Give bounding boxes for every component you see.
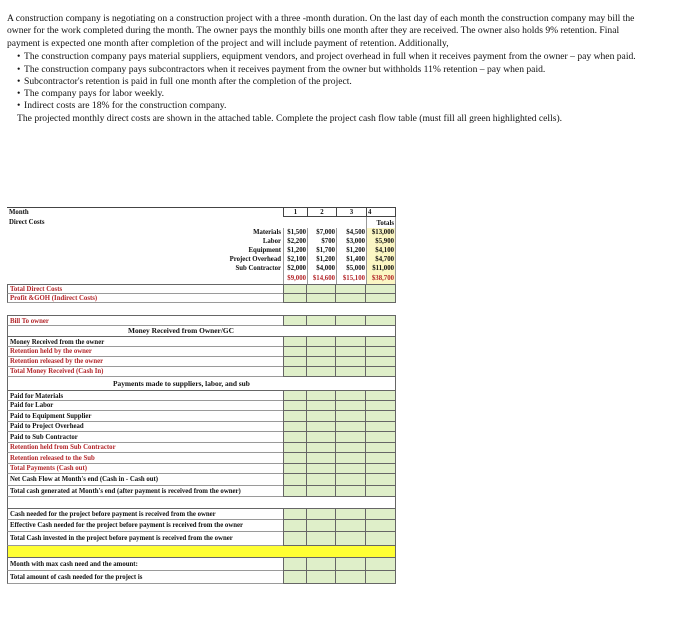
bullet-item: • Subcontractor's retention is paid in full one month after the completion of the project. (17, 76, 352, 88)
input-cell (366, 357, 396, 367)
input-cell (307, 486, 336, 497)
input-cell (366, 432, 396, 443)
input-cell (336, 357, 366, 367)
input-cell (366, 443, 396, 453)
paid-for-materials-label: Paid for Materials (7, 390, 283, 401)
month-header-row (7, 207, 396, 217)
input-cell (283, 367, 307, 377)
input-cell (366, 486, 396, 497)
input-cell (307, 558, 336, 571)
input-cell (283, 520, 307, 532)
input-cell (307, 422, 336, 432)
input-cell (307, 294, 336, 303)
bullet-item: • Indirect costs are 18% for the construction company. (17, 100, 226, 112)
total-cash-needed-label: Total amount of cash needed for the project is (7, 571, 283, 584)
cost-total: $5,900 (366, 237, 396, 246)
total-cash-needed-row (7, 571, 396, 584)
monthly-total: $15,100 (336, 274, 366, 284)
total-money-received-label: Total Money Received (Cash In) (7, 367, 283, 377)
input-cell (366, 422, 396, 432)
retention-held-by-owner-row (7, 347, 396, 357)
retention-released-to-sub-label: Retention released to the Sub (7, 453, 283, 464)
input-cell (283, 571, 307, 584)
input-cell (336, 453, 366, 464)
totals-label: Totals (366, 217, 396, 228)
bullet-item: • The company pays for labor weekly. (17, 88, 164, 100)
input-cell (336, 347, 366, 357)
money-received-row (7, 336, 396, 347)
input-cell (336, 432, 366, 443)
cash-needed-row (7, 508, 396, 520)
cost-value: $7,000 (307, 228, 336, 237)
input-cell (336, 294, 366, 303)
input-cell (336, 284, 366, 294)
input-cell (336, 571, 366, 584)
input-cell (336, 411, 366, 422)
payment-row (7, 401, 396, 411)
payment-row (7, 443, 396, 453)
payment-row (7, 390, 396, 401)
input-cell (283, 508, 307, 520)
input-cell (336, 508, 366, 520)
cost-label: Equipment (248, 247, 281, 254)
input-cell (283, 294, 307, 303)
input-cell (283, 532, 307, 546)
input-cell (366, 571, 396, 584)
cost-value: $4,000 (307, 264, 336, 274)
input-cell (336, 422, 366, 432)
cost-row-labor (7, 237, 396, 246)
cost-value: $1,200 (307, 255, 336, 264)
profit-goh-row (7, 294, 396, 303)
bullet-item: • The construction company pays subcontractors when it receives payment from the owner but withholds 11% retention – pay when paid. (17, 64, 545, 76)
input-cell (366, 284, 396, 294)
input-cell (283, 432, 307, 443)
cost-value: $1,200 (336, 246, 366, 255)
money-received-label: Money Received from the owner (7, 336, 283, 347)
input-cell (307, 284, 336, 294)
month-number: 1 (283, 208, 307, 217)
cost-total: $11,000 (366, 264, 396, 274)
input-cell (283, 558, 307, 571)
input-cell (307, 453, 336, 464)
problem-instruction: The projected monthly direct costs are shown in the attached table. Complete the project cash flow table (must fill all green highlighted cells). (17, 113, 563, 124)
input-cell (366, 411, 396, 422)
spacer-row (7, 497, 396, 508)
cash-needed-label: Cash needed for the project before payment is received from the owner (7, 508, 283, 520)
input-cell (283, 284, 307, 294)
paid-to-sub-contractor-label: Paid to Sub Contractor (7, 432, 283, 443)
input-cell (283, 336, 307, 347)
input-cell (283, 390, 307, 401)
cost-row-sub-contractor (7, 264, 396, 274)
input-cell (307, 571, 336, 584)
input-cell (366, 532, 396, 546)
cost-label: Sub Contractor (235, 265, 281, 272)
input-cell (283, 453, 307, 464)
retention-held-by-owner-label: Retention held by the owner (7, 347, 283, 357)
payments-section-header (7, 377, 396, 390)
input-cell (307, 411, 336, 422)
input-cell (366, 474, 396, 486)
payment-row (7, 432, 396, 443)
cash-flow-table (7, 0, 396, 624)
paid-for-labor-label: Paid for Labor (7, 401, 283, 411)
payment-row (7, 464, 396, 474)
input-cell (307, 347, 336, 357)
input-cell (366, 401, 396, 411)
input-cell (336, 315, 366, 326)
input-cell (366, 390, 396, 401)
effective-cash-needed-row (7, 520, 396, 532)
input-cell (336, 474, 366, 486)
input-cell (336, 443, 366, 453)
total-direct-costs-label: Total Direct Costs (7, 284, 283, 294)
input-cell (307, 474, 336, 486)
cost-value: $2,200 (283, 237, 307, 246)
bill-to-owner-label: Bill To owner (7, 315, 283, 326)
retention-held-from-sub-label: Retention held from Sub Contractor (7, 443, 283, 453)
input-cell (307, 432, 336, 443)
input-cell (366, 367, 396, 377)
total-cash-generated-label: Total cash generated at Month's end (after payment is received from the owner) (7, 486, 283, 497)
cost-value: $5,000 (336, 264, 366, 274)
input-cell (336, 520, 366, 532)
input-cell (307, 532, 336, 546)
input-cell (366, 315, 396, 326)
input-cell (283, 347, 307, 357)
effective-cash-needed-label: Effective Cash needed for the project before payment is received from the owner (7, 520, 283, 532)
payment-row (7, 411, 396, 422)
input-cell (366, 464, 396, 474)
input-cell (283, 474, 307, 486)
input-cell (307, 464, 336, 474)
profit-goh-label: Profit &GOH (Indirect Costs) (7, 294, 283, 303)
problem-intro-line: payment is expected one month after completion of the project and will include payment of retention. Additionally, (7, 38, 449, 49)
cost-value: $1,500 (283, 228, 307, 237)
net-cash-flow-label: Net Cash Flow at Month's end (Cash in - Cash out) (7, 474, 283, 486)
input-cell (283, 357, 307, 367)
input-cell (283, 422, 307, 432)
month-label: Month (9, 209, 29, 216)
grand-total: $38,700 (366, 274, 396, 284)
total-direct-costs-row (7, 284, 396, 294)
bill-to-owner-row (7, 315, 396, 326)
highlight-band (7, 546, 396, 558)
retention-released-by-owner-label: Retention released by the owner (7, 357, 283, 367)
input-cell (307, 508, 336, 520)
empty-cell (283, 217, 307, 228)
bullet-item: • The construction company pays material suppliers, equipment vendors, and project overhead in full when it receives payment from the owner – pay when paid. (17, 51, 636, 63)
cost-value: $2,100 (283, 255, 307, 264)
cost-row-materials (7, 228, 396, 237)
input-cell (283, 443, 307, 453)
cost-value: $2,000 (283, 264, 307, 274)
input-cell (366, 508, 396, 520)
input-cell (336, 532, 366, 546)
month-number: 2 (307, 208, 336, 217)
input-cell (366, 294, 396, 303)
cost-total: $13,000 (366, 228, 396, 237)
cost-value: $700 (307, 237, 336, 246)
input-cell (307, 357, 336, 367)
money-received-header: Money Received from Owner/GC (128, 326, 234, 335)
money-received-section-header (7, 326, 396, 336)
payment-row (7, 422, 396, 432)
input-cell (283, 464, 307, 474)
total-cash-invested-label: Total Cash invested in the project before payment is received from the owner (7, 532, 283, 546)
empty-cell (336, 217, 366, 228)
problem-intro-line: owner for the work completed during the month. The owner pays the monthly bills one month after they are received. The owner also holds 9% retention. Final (7, 25, 620, 36)
cost-label: Materials (253, 229, 281, 236)
input-cell (336, 558, 366, 571)
input-cell (336, 367, 366, 377)
input-cell (336, 390, 366, 401)
input-cell (283, 315, 307, 326)
input-cell (283, 486, 307, 497)
monthly-total: $9,000 (283, 274, 307, 284)
input-cell (307, 390, 336, 401)
problem-intro-line: A construction company is negotiating on a construction project with a three -month duration. On the last day of each month the construction company may bill the (7, 13, 635, 24)
input-cell (307, 315, 336, 326)
monthly-total: $14,600 (307, 274, 336, 284)
cost-value: $3,000 (336, 237, 366, 246)
max-cash-need-label: Month with max cash need and the amount: (7, 558, 283, 571)
net-cash-flow-row (7, 474, 396, 486)
cost-value: $1,700 (307, 246, 336, 255)
input-cell (366, 453, 396, 464)
total-cash-generated-row (7, 486, 396, 497)
input-cell (307, 401, 336, 411)
input-cell (336, 336, 366, 347)
paid-to-equipment-supplier-label: Paid to Equipment Supplier (7, 411, 283, 422)
input-cell (307, 520, 336, 532)
direct-costs-label: Direct Costs (9, 219, 45, 226)
input-cell (307, 443, 336, 453)
input-cell (283, 411, 307, 422)
retention-released-by-owner-row (7, 357, 396, 367)
cost-value: $1,400 (336, 255, 366, 264)
input-cell (366, 520, 396, 532)
payments-header: Payments made to suppliers, labor, and sub (113, 379, 250, 388)
input-cell (307, 336, 336, 347)
input-cell (336, 486, 366, 497)
empty-cell (307, 217, 336, 228)
cost-row-project-overhead (7, 255, 396, 264)
cost-row-equipment (7, 246, 396, 255)
input-cell (336, 464, 366, 474)
empty-cell (7, 274, 283, 284)
cost-value: $4,500 (336, 228, 366, 237)
payment-row (7, 453, 396, 464)
total-money-received-row (7, 367, 396, 377)
input-cell (283, 401, 307, 411)
input-cell (307, 367, 336, 377)
cost-label: Labor (262, 238, 281, 245)
monthly-totals-row (7, 274, 396, 284)
input-cell (336, 401, 366, 411)
total-payments-label: Total Payments (Cash out) (7, 464, 283, 474)
input-cell (366, 558, 396, 571)
cost-total: $4,100 (366, 246, 396, 255)
total-cash-invested-row (7, 532, 396, 546)
cost-value: $1,200 (283, 246, 307, 255)
max-cash-need-row (7, 558, 396, 571)
paid-to-project-overhead-label: Paid to Project Overhead (7, 422, 283, 432)
cost-total: $4,700 (366, 255, 396, 264)
month-number: 3 (336, 208, 366, 217)
cost-label: Project Overhead (229, 256, 281, 263)
month-number: 4 (366, 208, 396, 217)
input-cell (366, 347, 396, 357)
direct-costs-row (7, 217, 396, 228)
input-cell (366, 336, 396, 347)
